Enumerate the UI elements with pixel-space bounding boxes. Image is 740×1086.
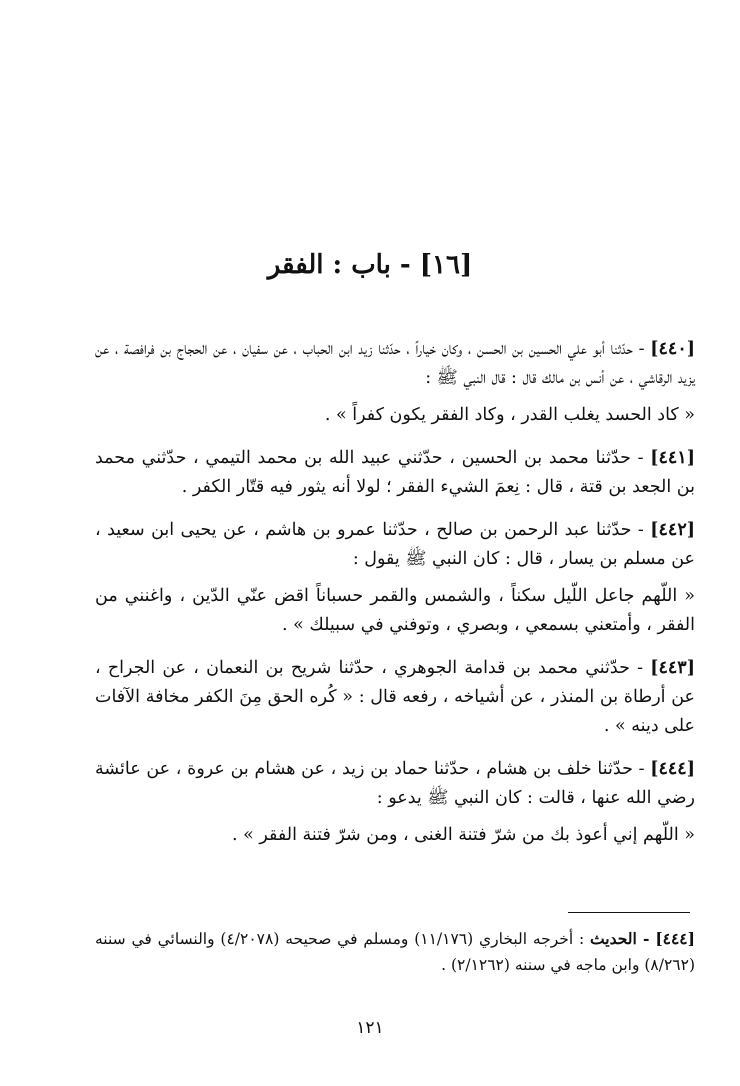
hadith-number: [٤٤٣] xyxy=(650,658,695,678)
chapter-title: [١٦] - باب : الفقر xyxy=(267,250,473,280)
main-text xyxy=(95,335,695,864)
hadith-442 xyxy=(95,516,695,574)
page-number: ١٢١ xyxy=(356,1018,384,1038)
hadith-444-quote: « اللّهم إني أعوذ بك من شرّ فتنة الغنى ، ومن شرّ فتنة الفقر » . xyxy=(232,825,695,845)
hadith-444 xyxy=(95,755,695,813)
footnote-label: - الحديث xyxy=(590,929,650,948)
hadith-number: [٤٤١] xyxy=(650,448,695,468)
hadith-text: - حدّثنا أبو علي الحسين بن الحسن ، وكان خياراً ، حدّثنا زيد ابن الحباب ، عن سفيان ، عن الحجاج بن فرافصة ، عن يزيد الرقاشي ، عن أنس بن مالك قال : قال النبي ﷺ : xyxy=(95,339,695,388)
footnote-text: : أخرجه البخاري (١١/١٧٦) ومسلم في صحيحه (٤/٢٠٧٨) والنسائي في سننه (٨/٢٦٢) وابن ماجه في سننه (٢/١٢٦٢) . xyxy=(95,930,695,974)
hadith-number: [٤٤٠] xyxy=(650,339,695,359)
footnote xyxy=(95,926,695,978)
hadith-number: [٤٤٢] xyxy=(650,520,695,540)
hadith-442-quote: « اللّهم جاعل اللّيل سكناً ، والشمس والقمر حسباناً اقض عنّي الدّين ، واغنني من الفقر ، وأمتعني بسمعي ، وبصري ، وتوفني في سبيلك » . xyxy=(95,586,695,635)
hadith-text: - حدّثنا خلف بن هشام ، حدّثنا حماد بن زيد ، عن هشام بن عروة ، عن عائشة رضي الله عنها ، قالت : كان النبي ﷺ يدعو : xyxy=(95,759,695,808)
hadith-text: - حدّثني محمد بن قدامة الجوهري ، حدّثنا شريح بن النعمان ، عن الجراح ، عن أرطاة بن المنذر ، عن أشياخه ، رفعه قال : « كُره الحق مِنَ الكفر مخافة الآفات على دينه » . xyxy=(95,658,695,736)
hadith-text: - حدّثنا محمد بن الحسين ، حدّثني عبيد الله بن محمد التيمي ، حدّثني محمد بن الجعد بن قتة ، قال : نِعمَ الشيء الفقر ؛ لولا أنه يثور فيه قتّار الكفر . xyxy=(95,448,695,497)
hadith-443 xyxy=(95,654,695,741)
footnote-number: [٤٤٤] xyxy=(655,929,695,948)
hadith-text: - حدّثنا عبد الرحمن بن صالح ، حدّثنا عمرو بن هاشم ، عن يحيى ابن سعيد ، عن مسلم بن يسار ، قال : كان النبي ﷺ يقول : xyxy=(95,520,695,569)
footnote-divider xyxy=(568,912,690,913)
hadith-number: [٤٤٤] xyxy=(650,759,695,779)
hadith-440-quote: « كاد الحسد يغلب القدر ، وكاد الفقر يكون كفراً » . xyxy=(324,405,695,425)
hadith-440 xyxy=(95,335,695,393)
hadith-441 xyxy=(95,444,695,502)
